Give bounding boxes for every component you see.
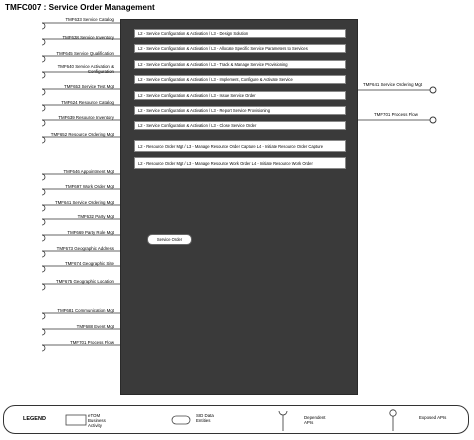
sid-legend-swatch (172, 416, 190, 424)
dependent-api-label: TMF639 Resource Inventory (58, 115, 114, 120)
process-box: L2 - Service Configuration & Activation / L3 - Design Solution (134, 29, 346, 38)
dependent-legend-icon (279, 411, 287, 431)
exposed-api-label: TMF641 Service Ordering Mgt (363, 82, 423, 87)
process-box: L2 - Service Configuration & Activation / L3 - Track & Manage Service Provisioning (134, 60, 346, 69)
etom-legend-swatch (66, 415, 86, 425)
legend-sid-label: SID Data Entities (196, 413, 214, 423)
dependent-api-label: TMF640 Service Activation & Configuration (57, 64, 114, 74)
dependent-api-label: TMF645 Service Qualification (56, 51, 114, 56)
dependent-api-label: TMF641 Service Ordering Mgt (54, 200, 114, 205)
dependent-api-label: TMF638 Service Inventory (62, 35, 114, 40)
process-box: L2 - Service Configuration & Activation / L3 - Close Service Order (134, 121, 346, 130)
dependent-api-label: TMF674 Geographic Site (64, 261, 114, 266)
legend-dependent-label: Dependent APIs (304, 415, 326, 425)
dependent-api-label: TMF681 Communication Mgt (57, 308, 114, 313)
process-box: L2 - Service Configuration & Activation / L3 - Issue Service Order (134, 91, 346, 100)
process-box: L2 - Service Configuration & Activation / L3 - Implement, Configure & Activate Service (134, 75, 346, 84)
exposed-legend-icon (390, 410, 396, 431)
dependent-api-label: TMF653 Service Test Mgt (64, 84, 114, 89)
dependent-api-label: TMF688 Event Mgt (76, 324, 114, 329)
legend-etom-label: eTOM Business Activity (88, 413, 106, 428)
process-box: L2 - Service Configuration & Activation / L3 - Allocate Specific Service Parameters to Services (134, 44, 346, 53)
process-box: L2 - Resource Order Mgt / L3 - Manage Resource Order Capture L4 - Initiate Resource Order Capture (134, 140, 346, 152)
dependent-api-label: TMF675 Geographic Location (55, 279, 114, 284)
legend-exposed-label: Exposed APIs (419, 415, 447, 420)
legend-title: LEGEND (23, 416, 46, 422)
dependent-api-label: TMF624 Resource Catalog (61, 100, 114, 105)
dependent-api-label: TMF646 Appointment Mgt (63, 169, 114, 174)
process-box: L2 - Service Configuration & Activation / L3 - Report Service Provisioning (134, 106, 346, 115)
dependent-api-label: TMF632 Party Mgt (77, 214, 114, 219)
dependent-api-label: TMF652 Resource Ordering Mgt (50, 132, 114, 137)
process-box: L2 - Resource Order Mgt / L3 - Manage Resource Work Order L4 - Initiate Resource Work Order (134, 157, 346, 169)
dependent-api-label: TMF633 Service Catalog (65, 17, 114, 22)
dependent-api-label: TMF697 Work Order Mgt (65, 184, 114, 189)
dependent-api-label: TMF669 Party Role Mgt (67, 230, 114, 235)
dependent-api-label: TMF701 Process Flow (70, 340, 114, 345)
dependent-api-label: TMF673 Geographic Address (56, 246, 114, 251)
diagram-title: TMFC007 : Service Order Management (5, 3, 155, 12)
exposed-api-label: TMF701 Process Flow (374, 112, 418, 117)
sid-entity: Service Order (147, 234, 192, 245)
